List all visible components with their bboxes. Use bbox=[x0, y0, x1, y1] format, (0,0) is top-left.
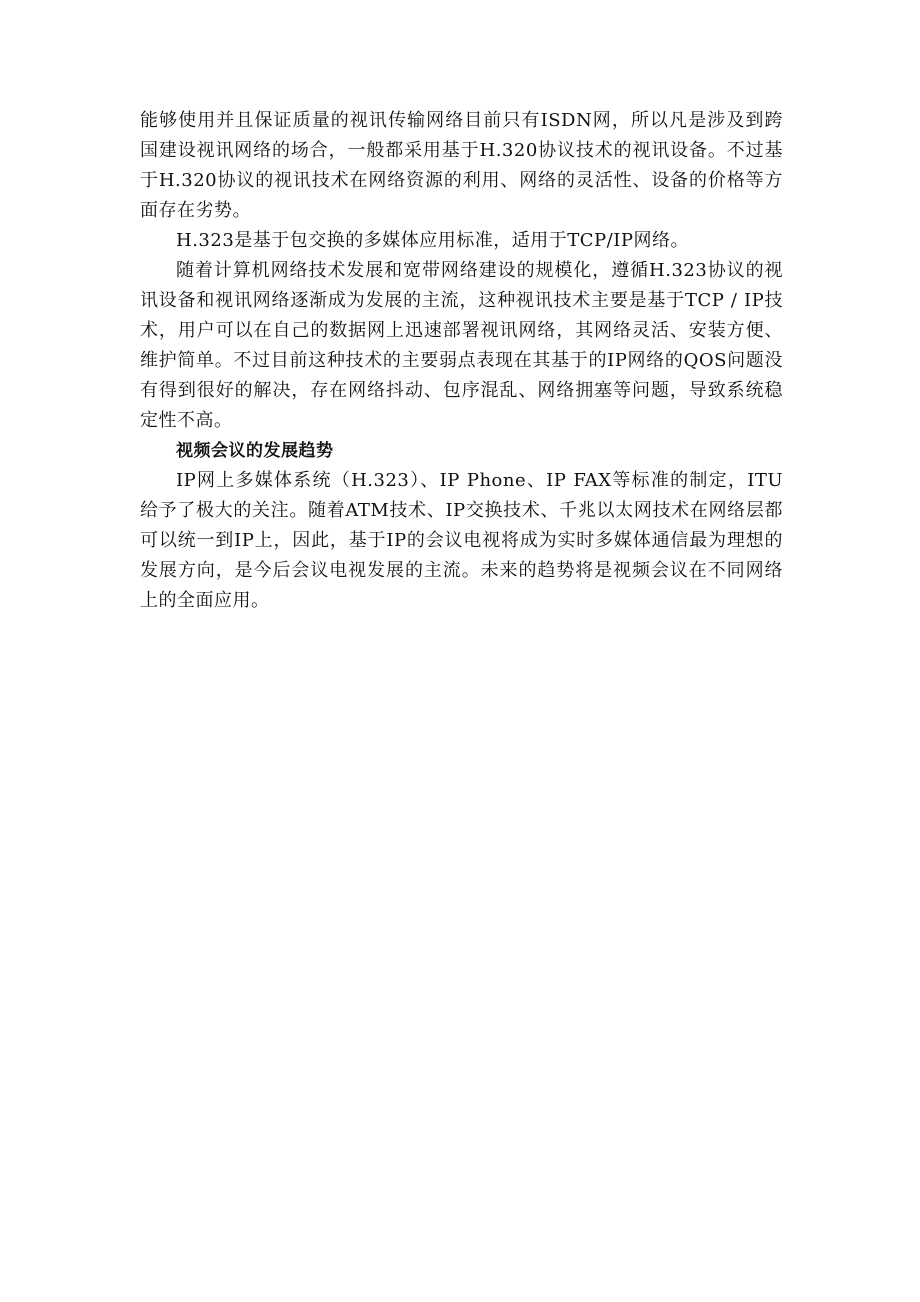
paragraph-trend: IP网上多媒体系统（H.323）、IP Phone、IP FAX等标准的制定，ITU给予了极大的关注。随着ATM技术、IP交换技术、千兆以太网技术在网络层都可以统一到IP上，因此，基于IP的会议电视将成为实时多媒体通信最为理想的发展方向，是今后会议电视发展的主流。未来的趋势将是视频会议在不同网络上的全面应用。 bbox=[140, 470, 783, 611]
document-page bbox=[140, 106, 783, 616]
paragraph-h323-definition: H.323是基于包交换的多媒体应用标准，适用于TCP/IP网络。 bbox=[176, 230, 689, 251]
paragraph-h323-development: 随着计算机网络技术发展和宽带网络建设的规模化，遵循H.323协议的视讯设备和视讯网络逐渐成为发展的主流，这种视讯技术主要是基于TCP / IP技术，用户可以在自己的数据网上迅速部署视讯网络，其网络灵活、安装方便、维护简单。不过目前这种技术的主要弱点表现在其基于的IP网络的QOS问题没有得到很好的解决，存在网络抖动、包序混乱、网络拥塞等问题，导致系统稳定性不高。 bbox=[140, 260, 783, 431]
section-heading-trend: 视频会议的发展趋势 bbox=[176, 441, 334, 461]
paragraph-isdn: 能够使用并且保证质量的视讯传输网络目前只有ISDN网，所以凡是涉及到跨国建设视讯网络的场合，一般都采用基于H.320协议技术的视讯设备。不过基于H.320协议的视讯技术在网络资源的利用、网络的灵活性、设备的价格等方面存在劣势。 bbox=[140, 110, 783, 221]
